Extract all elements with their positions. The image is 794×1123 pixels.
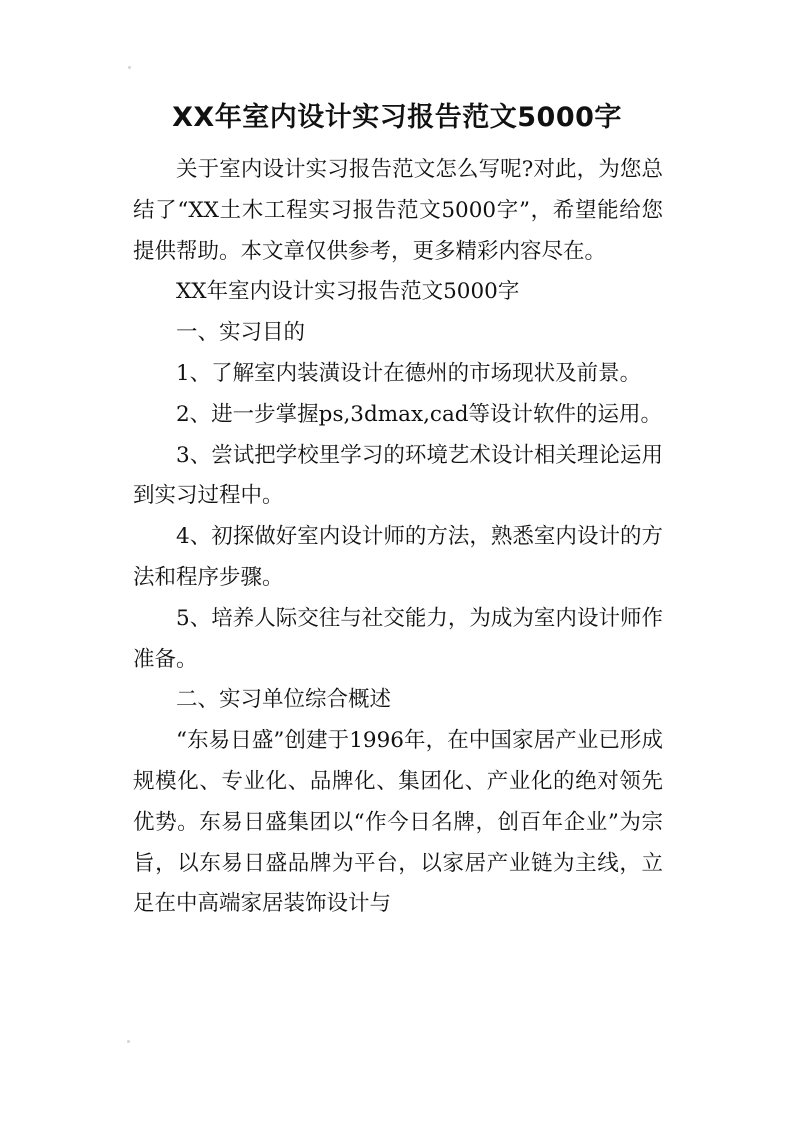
purpose-item-4: 4、初探做好室内设计师的方法，熟悉室内设计的方法和程序步骤。 [133, 524, 663, 590]
document-body [133, 150, 663, 925]
purpose-item-2: 2、进一步掌握ps,3dmax,cad等设计软件的运用。 [176, 401, 663, 427]
purpose-item-1: 1、了解室内装潢设计在德州的市场现状及前景。 [176, 360, 642, 386]
section-heading-company: 二、实习单位综合概述 [176, 687, 392, 713]
document-title: XX年室内设计实习报告范文5000字 [172, 102, 622, 133]
scan-speck [128, 66, 131, 69]
company-paragraph: “东易日盛”创建于1996年，在中国家居产业已形成规模化、专业化、品牌化、集团化、产业化的绝对领先优势。东易日盛集团以“作今日名牌，创百年企业”为宗旨，以东易日盛品牌为平台，以家居产业链为主线，立足在中高端家居装饰设计与 [133, 728, 663, 917]
purpose-item-5: 5、培养人际交往与社交能力，为成为室内设计师作准备。 [133, 605, 663, 672]
subtitle-line: XX年室内设计实习报告范文5000字 [176, 279, 520, 305]
purpose-item-3: 3、尝试把学校里学习的环境艺术设计相关理论运用到实习过程中。 [133, 442, 663, 509]
intro-paragraph: 关于室内设计实习报告范文怎么写呢?对此，为您总结了“XX土木工程实习报告范文5000字”，希望能给您提供帮助。本文章仅供参考，更多精彩内容尽在。 [133, 157, 663, 264]
section-heading-purpose: 一、实习目的 [176, 320, 306, 346]
scan-speck [127, 1040, 130, 1043]
